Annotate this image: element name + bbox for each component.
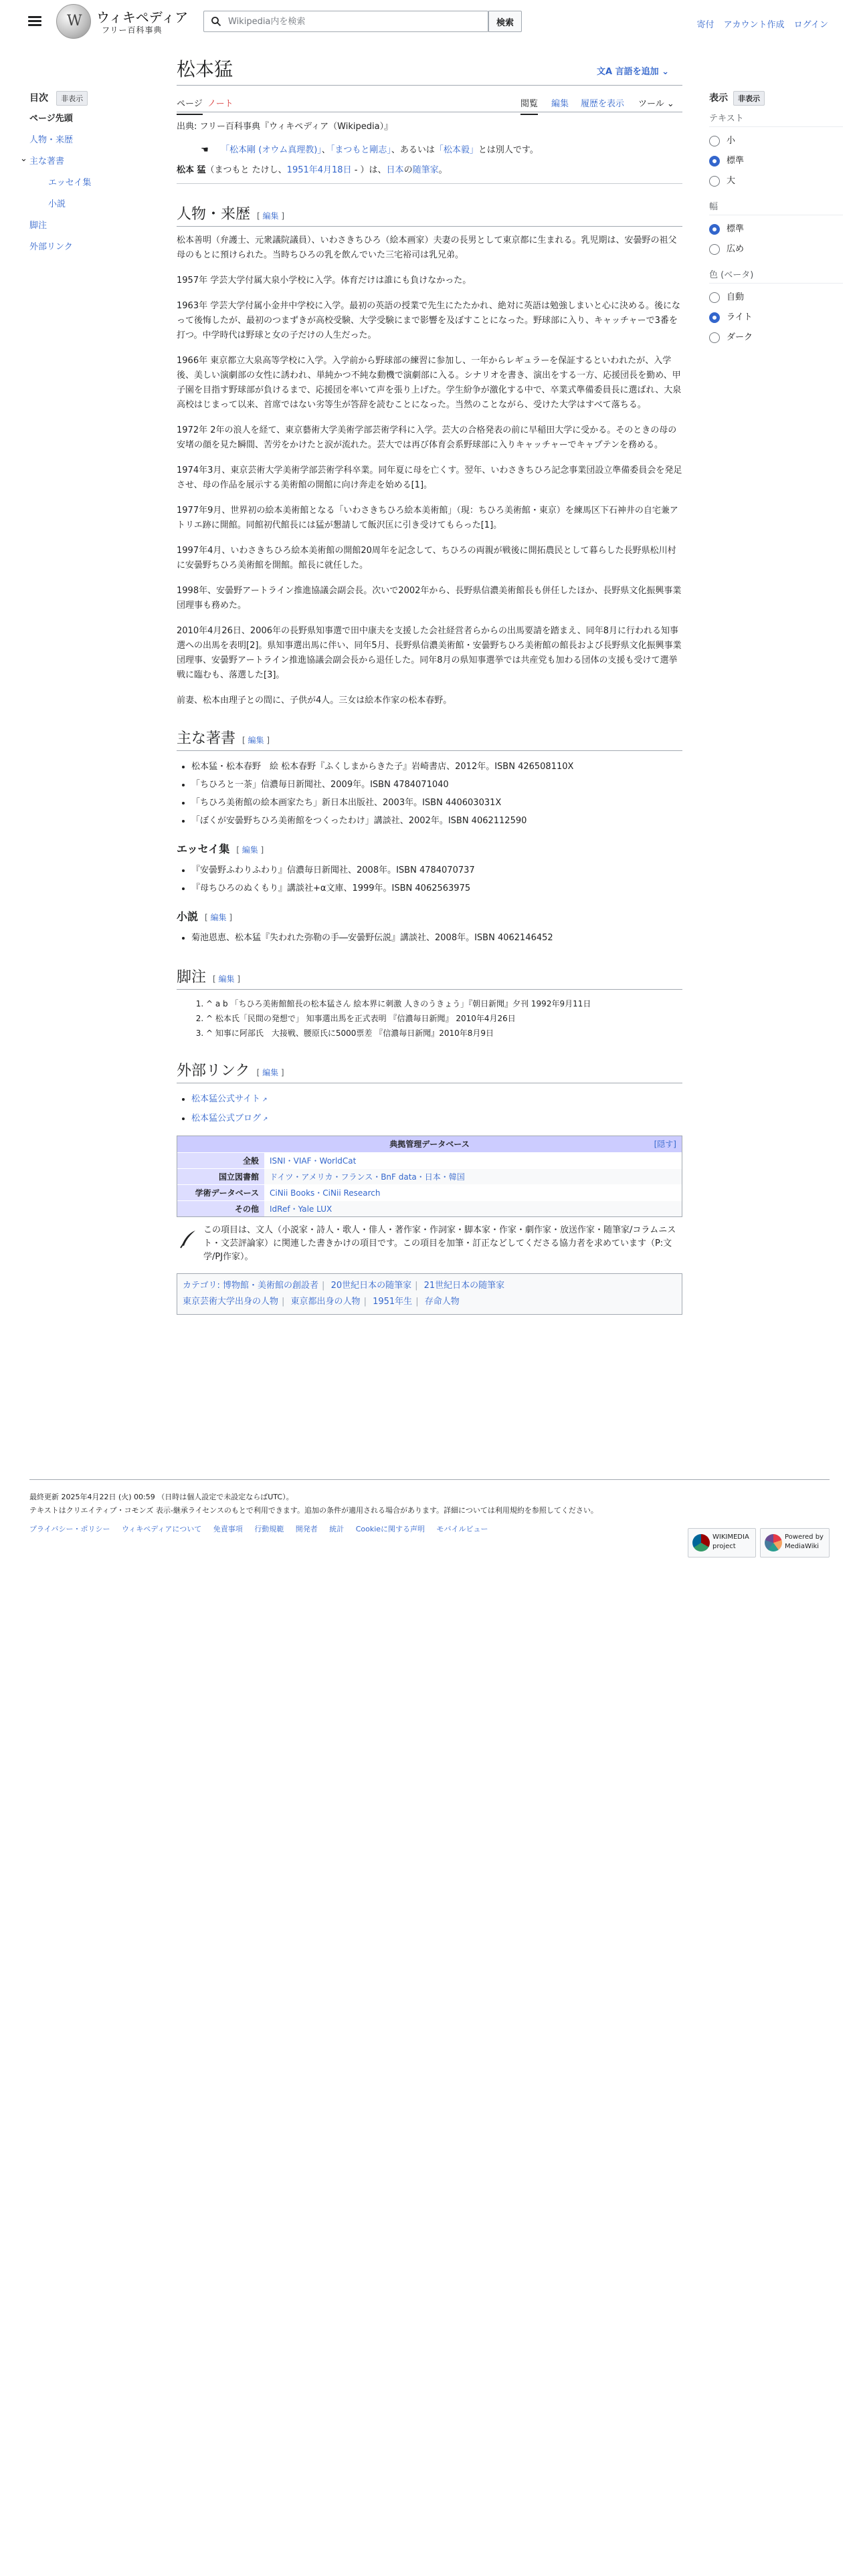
hatnote-link-3[interactable]: 「松本毅」 <box>434 145 478 155</box>
search-box[interactable] <box>203 11 488 32</box>
tab-page[interactable]: ページ <box>177 96 203 115</box>
source-line: 出典: フリー百科事典『ウィキペディア（Wikipedia）』 <box>177 122 393 132</box>
list-item: • 「ちひろと一茶」信濃毎日新聞社、2009年。ISBN 4784071040 <box>191 776 682 794</box>
section-title-novels: 小説 <box>177 910 199 923</box>
user-links <box>690 17 828 30</box>
color-label: 色 (ベータ) <box>709 267 843 284</box>
section-heading-bio: 人物・来歴 [ 編集 ] <box>177 203 682 227</box>
lead-job-link[interactable]: 随筆家 <box>412 165 439 175</box>
lead-paragraph <box>177 163 682 184</box>
radio-selected-icon <box>709 224 720 235</box>
footer-link[interactable]: モバイルビュー <box>436 1525 488 1533</box>
radio-icon <box>709 176 720 187</box>
authority-title: 典拠管理データベース <box>389 1140 470 1149</box>
footer-link[interactable]: Cookieに関する声明 <box>355 1525 425 1533</box>
external-links-list <box>177 1090 682 1129</box>
toc-item-notes[interactable]: 脚注 <box>29 221 47 231</box>
category-link[interactable]: 東京芸術大学出身の人物 <box>183 1297 279 1307</box>
bio-para-9: 1998年、安曇野アートライン推進協議会副会長。次いで2002年から、長野県信濃美術館長も併任したほか、長野県文化振興事業団理事も務めた。 <box>177 586 682 611</box>
category-link[interactable]: 東京都出身の人物 <box>290 1297 361 1307</box>
hatnote-link-2[interactable]: 「まつもと剛志」 <box>330 145 391 155</box>
bio-para-1: 松本善明（弁護士、元衆議院議員）、いわさきちひろ（絵本画家）夫妻の長男として東京都に生まれる。乳児期は、安曇野の祖父母のもとに預けられた。当時ちひろの乳を飲んでいた三宅裕司は乳兄弟。 <box>177 235 677 260</box>
width-label: 幅 <box>709 199 843 215</box>
footer-link[interactable]: 免責事項 <box>213 1525 243 1533</box>
wikimedia-badge-text: WIKIMEDIA project <box>712 1533 749 1550</box>
create-account-link[interactable]: アカウント作成 <box>723 20 785 30</box>
page-footer <box>29 1479 830 1550</box>
radio-icon <box>709 332 720 343</box>
hatnote-end: とは別人です。 <box>478 145 539 155</box>
radio-label: 標準 <box>727 156 745 166</box>
list-item: • 「ぼくが安曇野ちひろ美術館をつくったわけ」講談社、2002年。ISBN 4062112590 <box>191 812 682 830</box>
official-site-link[interactable]: 松本猛公式サイト ↗ <box>191 1094 268 1104</box>
section-heading-works: 主な著書 [ 編集 ] <box>177 727 682 751</box>
login-link[interactable]: ログイン <box>793 20 828 30</box>
toc-item-essays[interactable]: エッセイ集 <box>48 178 92 188</box>
tab-tools-label: ツール <box>638 99 664 109</box>
reference-item: 2. ^ 松本氏「民間の発想で」 知事選出馬を正式表明 『信濃毎日新聞』 2010年4月26日 <box>206 1011 682 1026</box>
text-size-large[interactable] <box>709 171 843 191</box>
license-text: テキストはクリエイティブ・コモンズ 表示-継承ライセンスのもとで利用できます。追加の条件が適用される場合があります。詳細については利用規約を参照してください。 <box>29 1506 598 1515</box>
search-input[interactable] <box>227 14 481 29</box>
toc-item-links[interactable]: 外部リンク <box>29 242 73 252</box>
page-title: 松本猛 <box>177 53 682 86</box>
section-title-notes: 脚注 <box>177 969 207 986</box>
quill-pen-icon <box>178 1229 198 1249</box>
radio-selected-icon <box>709 156 720 167</box>
toc-hide-button[interactable]: 非表示 <box>56 91 88 106</box>
last-updated: 最終更新 2025年4月22日 (火) 00:59 （日時は個人設定で未設定ならばUTC）。 <box>29 1493 294 1501</box>
hatnote-link-1[interactable]: 「松本剛 (オウム真理教)」 <box>221 145 322 155</box>
appearance-panel <box>709 91 843 356</box>
bio-para-4: 1966年 東京都立大泉高等学校に入学。入学前から野球部の練習に参加し、一年からレギュラーを保証するといわれたが、入学後、美しい演劇部の女性に誘われ、単純かつ不純な動機で演劇部に入る。シナリオを書き、演出をする一方、応援団長を勤め、甲子園を目指す野球部が負けるまで、応援団を率いて声を張り上げた。学生紛争が激化する中で、卒業式準備委員長に選ばれ、大泉高校はじまって以来、首席ではない劣等生が答辞を読むことになった。当然のことながら、受けた大学はすべて落ちる。 <box>177 356 682 410</box>
bio-para-10: 2010年4月26日、2006年の長野県知事選で田中康夫を支援した会社経営者らからの出馬要請を踏まえ、同年8月に行われる知事選への出馬を表明[2]。県知事選出馬に伴い、同年5月、長野県信濃美術館・安曇野ちひろ美術館の館長および長野県文化振興事業団理事、安曇野アートライン推進協議会副会長から退任した。同年8月の県知事選挙では共産党も加わる団体の支援も受けて選挙戦に臨むも、落選した[3]。 <box>177 626 682 680</box>
reference-item: 3. ^ 知事に阿部氏 大接戦、腰原氏に5000票差 『信濃毎日新聞』2010年8月9日 <box>206 1026 682 1041</box>
mediawiki-badge[interactable] <box>760 1528 830 1558</box>
works-list <box>177 758 682 830</box>
list-item: • 『安曇野ふわりふわり』信濃毎日新聞社、2008年。ISBN 4784070737 <box>191 861 682 879</box>
appearance-title: 表示 <box>709 93 728 104</box>
radio-label: 小 <box>727 136 736 146</box>
list-item: • 菊池恩恵、松本猛『失われた弥勒の手―安曇野伝説』講談社、2008年。ISBN 4062146452 <box>191 929 682 947</box>
radio-label: ライト <box>727 312 753 322</box>
toc-item-top[interactable]: ページ先頭 <box>29 114 73 124</box>
list-item: • 松本猛・松本春野 絵 松本春野『ふくしまからきた子』岩崎書店、2012年。ISBN 426508110X <box>191 758 682 776</box>
lead-date-link[interactable]: 1951年4月18日 <box>286 165 352 175</box>
edit-link-bio[interactable]: 編集 <box>262 211 279 221</box>
bio-para-2: 1957年 学芸大学付属大泉小学校に入学。体育だけは誰にも負けなかった。 <box>177 276 472 286</box>
section-heading-links: 外部リンク [ 編集 ] <box>177 1059 682 1083</box>
add-language-button[interactable]: 文A 言語を追加 ⌄ <box>596 67 669 77</box>
donate-link[interactable]: 寄付 <box>696 20 714 30</box>
disambiguation-icon: ☚ <box>201 145 209 155</box>
edit-link-essays[interactable]: 編集 <box>242 845 258 855</box>
category-link[interactable]: 21世紀日本の随筆家 <box>423 1281 505 1291</box>
bio-para-5: 1972年 2年の浪人を経て、東京藝術大学美術学部芸術学科に入学。芸大の合格発表の前に早稲田大学に受かる。そのときの母の安堵の顔を見た瞬間、苦労をかけたと涙が流れた。芸大では再び体育会系野球部に入りキャッチャーでキャプテンを務める。 <box>177 425 677 450</box>
color-auto[interactable] <box>709 288 843 308</box>
category-link[interactable]: 博物館・美術館の創設者 <box>223 1281 319 1291</box>
mediawiki-badge-text: Powered by MediaWiki <box>785 1533 824 1550</box>
section-title-essays: エッセイ集 <box>177 843 230 855</box>
lead-end: 。 <box>438 165 448 175</box>
section-heading-notes: 脚注 [ 編集 ] <box>177 966 682 990</box>
authority-value[interactable]: CiNii Books・CiNii Research <box>264 1185 682 1200</box>
appearance-hide-button[interactable]: 非表示 <box>733 91 765 106</box>
wikipedia-logo-icon[interactable] <box>56 4 91 39</box>
essays-list <box>177 861 682 897</box>
radio-label: 大 <box>727 176 736 186</box>
width-standard[interactable] <box>709 219 843 239</box>
tab-talk[interactable]: ノート <box>207 99 233 109</box>
add-language-label: 言語を追加 <box>615 67 659 77</box>
radio-label: 標準 <box>727 224 745 234</box>
stub-notice <box>177 1224 682 1264</box>
official-blog-link[interactable]: 松本猛公式ブログ ↗ <box>191 1113 268 1123</box>
category-link[interactable]: 1951年生 <box>373 1297 413 1307</box>
lead-country-link[interactable]: 日本 <box>386 165 404 175</box>
list-item: • 『母ちひろのぬくもり』講談社+α文庫、1999年。ISBN 4062563975 <box>191 879 682 897</box>
edit-link-novels[interactable]: 編集 <box>210 913 227 922</box>
radio-label: 自動 <box>727 292 745 302</box>
authority-key: 学術データベース <box>177 1185 264 1200</box>
radio-label: 広め <box>727 244 745 254</box>
toc-title: 目次 <box>29 93 48 104</box>
lead-bold-name: 松本 猛 <box>177 165 206 175</box>
radio-icon <box>709 244 720 255</box>
lead-no: の <box>403 165 413 175</box>
bio-para-8: 1997年4月、いわさきちひろ絵本美術館の開館20周年を記念して、ちひろの両親が戦後に開拓農民として暮らした長野県松川村に安曇野ちひろ美術館を開館。館長に就任した。 <box>177 546 676 570</box>
lead-mid: - ）は、 <box>351 165 387 175</box>
search-button[interactable]: 検索 <box>488 11 522 32</box>
main-menu-button[interactable] <box>25 13 44 29</box>
footer-link[interactable]: プライバシー・ポリシー <box>29 1525 110 1533</box>
bio-para-3: 1963年 学芸大学付属小金井中学校に入学。最初の英語の授業で先生にたたかれ、絶対に英語は勉強しまいと心に決める。後になって後悔したが、最初のつまずきが高校受験、大学受験にまで影響を及ぼすことになった。野球部に入り、キャッチャーで3番を打つ。中学時代は野球と女の子だけの人生だった。 <box>177 301 680 340</box>
authority-value[interactable]: ドイツ・アメリカ・フランス・BnF data・日本・韓国 <box>264 1169 682 1184</box>
radio-selected-icon <box>709 312 720 323</box>
hatnote-sep-1: 、 <box>321 145 330 155</box>
width-wide[interactable] <box>709 239 843 259</box>
section-title-links: 外部リンク <box>177 1063 250 1079</box>
authority-key: その他 <box>177 1201 264 1216</box>
radio-icon <box>709 136 720 146</box>
bio-para-11: 前妻、松本由理子との間に、子供が4人。三女は絵本作家の松本春野。 <box>177 695 452 706</box>
hatnote-sep-2: 、あるいは <box>391 145 435 155</box>
tab-tools[interactable]: ツール ⌄ <box>638 99 674 109</box>
categories-label[interactable]: カテゴリ: <box>183 1281 220 1291</box>
authority-hide-button[interactable]: [隠す] <box>654 1140 676 1149</box>
authority-value[interactable]: ISNI・VIAF・WorldCat <box>264 1153 682 1168</box>
color-light[interactable] <box>709 308 843 328</box>
search-icon <box>211 16 221 27</box>
category-links: カテゴリ: 博物館・美術館の創設者 | 20世紀日本の随筆家 | 21世紀日本の随筆家 東京芸術大学出身の人物 | 東京都出身の人物 | 1951年生 | 存命人物 <box>177 1273 682 1315</box>
authority-key: 国立図書館 <box>177 1169 264 1184</box>
authority-control-box <box>177 1136 682 1217</box>
footer-link[interactable]: 開発者 <box>295 1525 318 1533</box>
section-title-bio: 人物・来歴 <box>177 206 251 223</box>
stub-text: この項目は、文人（小説家・詩人・歌人・俳人・著作家・作詞家・脚本家・作家・劇作家・放送作家・随筆家/コラムニスト・文芸評論家）に関連した書きかけの項目です。この項目を加筆・訂正などしてくださる協力者を求めています（P:文学/PJ作家）。 <box>203 1225 676 1262</box>
bio-para-7: 1977年9月、世界初の絵本美術館となる「いわさきちひろ絵本美術館」（現：ちひろ美術館・東京）を練馬区下石神井の自宅兼アトリエ跡に開館。同館初代館長には猛が懇請して飯沢匡に引き受けてもらった[1]。 <box>177 506 678 530</box>
tab-history[interactable]: 履歴を表示 <box>581 99 625 109</box>
bio-para-6: 1974年3月、東京芸術大学美術学部芸術学科卒業。同年夏に母を亡くす。翌年、いわさきちひろ記念事業団設立準備委員会を発足させ、母の作品を展示する美術館の開館に向け奔走を始める[1]。 <box>177 465 682 490</box>
section-heading-essays: エッセイ集 [ 編集 ] <box>177 843 264 855</box>
category-link[interactable]: 存命人物 <box>424 1297 460 1307</box>
text-size-label: テキスト <box>709 111 843 127</box>
footer-link[interactable]: ウィキペディアについて <box>121 1525 202 1533</box>
translate-icon: 文A <box>596 67 615 77</box>
edit-link-notes[interactable]: 編集 <box>218 974 235 984</box>
logo-title[interactable]: ウィキペディア <box>96 9 189 25</box>
tab-edit[interactable]: 編集 <box>551 99 569 109</box>
logo-subtitle: フリー百科事典 <box>102 25 163 35</box>
category-link[interactable]: 20世紀日本の随筆家 <box>330 1281 412 1291</box>
edit-link-works[interactable]: 編集 <box>248 736 264 745</box>
reference-item: 1. ^ a b 「ちひろ美術館館長の松本猛さん 絵本界に刺激 人きのうきょう」『朝日新聞』夕刊 1992年9月11日 <box>206 996 682 1011</box>
text-size-small[interactable] <box>709 131 843 151</box>
radio-label: ダーク <box>727 332 753 342</box>
text-size-standard[interactable] <box>709 151 843 171</box>
references-list <box>177 996 682 1041</box>
table-of-contents <box>29 91 163 258</box>
wikimedia-badge[interactable] <box>688 1528 756 1558</box>
edit-link-links[interactable]: 編集 <box>262 1068 279 1077</box>
toc-item-novels[interactable]: 小説 <box>48 199 66 209</box>
toc-item-works[interactable]: 主な著書 <box>29 156 65 167</box>
footer-link[interactable]: 行動規範 <box>254 1525 284 1533</box>
tab-read[interactable]: 閲覧 <box>520 96 538 115</box>
lead-reading: （まつもと たけし、 <box>205 165 287 175</box>
color-dark[interactable] <box>709 328 843 348</box>
radio-icon <box>709 292 720 303</box>
toc-item-bio[interactable]: 人物・来歴 <box>29 135 74 145</box>
list-item: • 「ちひろ美術館の絵本画家たち」新日本出版社、2003年。ISBN 440603031X <box>191 794 682 812</box>
main-content <box>177 53 682 1315</box>
authority-key: 全般 <box>177 1153 264 1168</box>
mediawiki-logo-icon <box>765 1534 782 1551</box>
section-title-works: 主な著書 <box>177 730 236 747</box>
novels-list <box>177 929 682 947</box>
site-header <box>0 0 859 44</box>
authority-value[interactable]: IdRef・Yale LUX <box>264 1201 682 1216</box>
hatnote <box>197 142 682 159</box>
section-heading-novels: 小説 [ 編集 ] <box>177 910 233 923</box>
page-tabs <box>177 91 682 112</box>
footer-link[interactable]: 統計 <box>329 1525 345 1533</box>
wikimedia-logo-icon <box>692 1534 710 1551</box>
